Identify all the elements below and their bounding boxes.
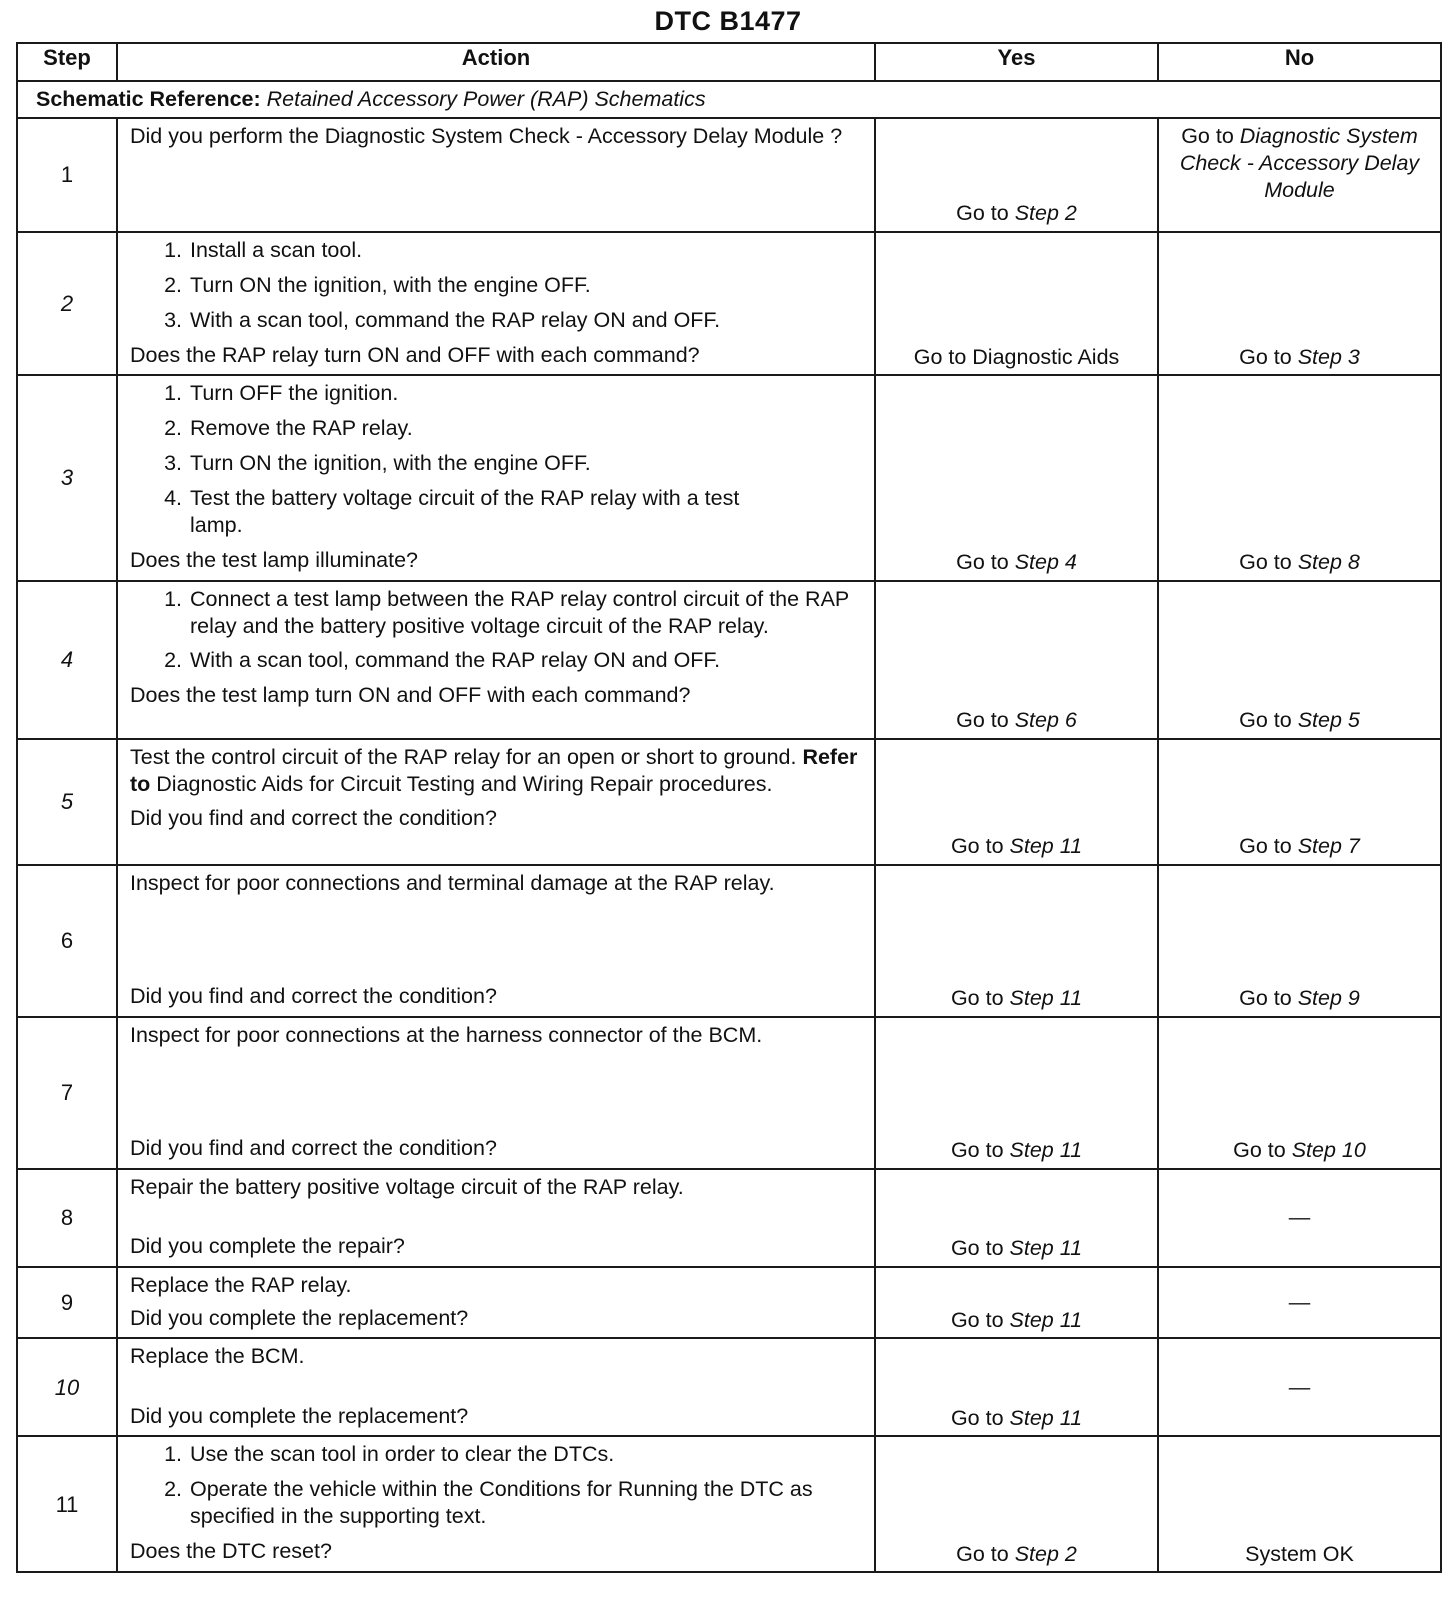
table-row [17, 1017, 1441, 1169]
step-number: 9 [17, 1267, 117, 1339]
no-answer[interactable]: Go to Step 9 [1158, 865, 1441, 1017]
step-number: 10 [17, 1338, 117, 1436]
step-number: 3 [17, 375, 117, 580]
header-yes: Yes [875, 43, 1158, 81]
table-row [17, 581, 1441, 739]
action-text: Replace the BCM. [130, 1344, 305, 1369]
no-answer[interactable]: Go to Diagnostic System Check - Accessory Delay Module [1158, 118, 1441, 232]
yes-answer[interactable]: Go to Diagnostic Aids [875, 232, 1158, 376]
action-question: Did you find and correct the condition? [130, 1135, 497, 1160]
step-number: 7 [17, 1017, 117, 1169]
no-answer: — [1158, 1338, 1441, 1436]
action-text: Test the control circuit of the RAP relay for an open or short to ground. Refer to Diagnostic Aids for Circuit Testing and Wiring Repair procedures. [130, 744, 858, 796]
yes-answer[interactable]: Go to Step 2 [875, 118, 1158, 232]
no-answer: System OK [1158, 1436, 1441, 1572]
document-title: DTC B1477 [654, 6, 802, 36]
action-text: Inspect for poor connections at the harness connector of the BCM. [130, 1022, 763, 1047]
table-row [17, 375, 1441, 580]
action-list-item: 1. Install a scan tool. [164, 237, 363, 262]
action-question: Does the RAP relay turn ON and OFF with each command? [130, 342, 700, 367]
action-question: Did you complete the replacement? [130, 1305, 469, 1330]
diagnostic-table [16, 42, 1442, 1573]
action-list-item: 2. Remove the RAP relay. [164, 416, 413, 441]
table-row [17, 1436, 1441, 1572]
action-list-item: 1. Connect a test lamp between the RAP relay control circuit of the RAP relay and the battery positive voltage circuit of the RAP relay. [164, 586, 849, 638]
table-row [17, 1169, 1441, 1267]
step-number: 1 [17, 118, 117, 232]
step-number: 8 [17, 1169, 117, 1267]
yes-answer[interactable]: Go to Step 6 [875, 581, 1158, 739]
no-answer[interactable]: Go to Step 10 [1158, 1017, 1441, 1169]
yes-answer[interactable]: Go to Step 11 [875, 1267, 1158, 1339]
yes-answer[interactable]: Go to Step 11 [875, 1169, 1158, 1267]
action-question: Did you complete the replacement? [130, 1403, 469, 1428]
table-row [17, 739, 1441, 865]
action-list-item: 3. With a scan tool, command the RAP relay ON and OFF. [164, 307, 721, 332]
yes-answer[interactable]: Go to Step 4 [875, 375, 1158, 580]
action-text: Did you perform the Diagnostic System Check - Accessory Delay Module ? [130, 123, 843, 148]
table-row [17, 232, 1441, 376]
table-row [17, 1267, 1441, 1339]
action-list-item: 1. Use the scan tool in order to clear the DTCs. [164, 1442, 615, 1467]
action-question: Did you find and correct the condition? [130, 806, 497, 831]
step-number: 11 [17, 1436, 117, 1572]
action-list-item: 2. Operate the vehicle within the Conditions for Running the DTC as specified in the supporting text. [164, 1477, 813, 1529]
action-list-item: 1. Turn OFF the ignition. [164, 381, 399, 406]
schematic-reference-link[interactable]: Retained Accessory Power (RAP) Schematics [266, 87, 706, 111]
no-answer: — [1158, 1169, 1441, 1267]
step-number: 2 [17, 232, 117, 376]
yes-answer[interactable]: Go to Step 11 [875, 1338, 1158, 1436]
table-header-row [17, 43, 1441, 81]
yes-answer[interactable]: Go to Step 2 [875, 1436, 1158, 1572]
schematic-reference-label: Schematic Reference: [36, 87, 261, 111]
no-answer[interactable]: Go to Step 5 [1158, 581, 1441, 739]
yes-answer[interactable]: Go to Step 11 [875, 865, 1158, 1017]
action-question: Did you complete the repair? [130, 1233, 405, 1258]
schematic-reference-row [17, 81, 1441, 118]
no-answer: — [1158, 1267, 1441, 1339]
step-number: 5 [17, 739, 117, 865]
action-question: Does the DTC reset? [130, 1539, 332, 1563]
header-action: Action [117, 43, 875, 81]
step-number: 6 [17, 865, 117, 1017]
table-row [17, 118, 1441, 232]
no-answer[interactable]: Go to Step 8 [1158, 375, 1441, 580]
table-row [17, 865, 1441, 1017]
action-text: Replace the RAP relay. [130, 1272, 352, 1297]
action-list-item: 2. With a scan tool, command the RAP relay ON and OFF. [164, 648, 721, 673]
action-text: Inspect for poor connections and terminal damage at the RAP relay. [130, 870, 775, 895]
yes-answer[interactable]: Go to Step 11 [875, 1017, 1158, 1169]
step-number: 4 [17, 581, 117, 739]
action-question: Did you find and correct the condition? [130, 983, 497, 1008]
header-no: No [1158, 43, 1441, 81]
action-list-item: 4. Test the battery voltage circuit of the RAP relay with a test lamp. [164, 486, 740, 537]
action-question: Does the test lamp turn ON and OFF with each command? [130, 683, 691, 708]
no-answer[interactable]: Go to Step 7 [1158, 739, 1441, 865]
no-answer[interactable]: Go to Step 3 [1158, 232, 1441, 376]
action-question: Does the test lamp illuminate? [130, 547, 419, 572]
action-text: Repair the battery positive voltage circuit of the RAP relay. [130, 1174, 684, 1199]
action-list-item: 2. Turn ON the ignition, with the engine OFF. [164, 272, 591, 297]
action-list-item: 3. Turn ON the ignition, with the engine OFF. [164, 451, 591, 476]
header-step: Step [17, 43, 117, 81]
table-row [17, 1338, 1441, 1436]
yes-answer[interactable]: Go to Step 11 [875, 739, 1158, 865]
